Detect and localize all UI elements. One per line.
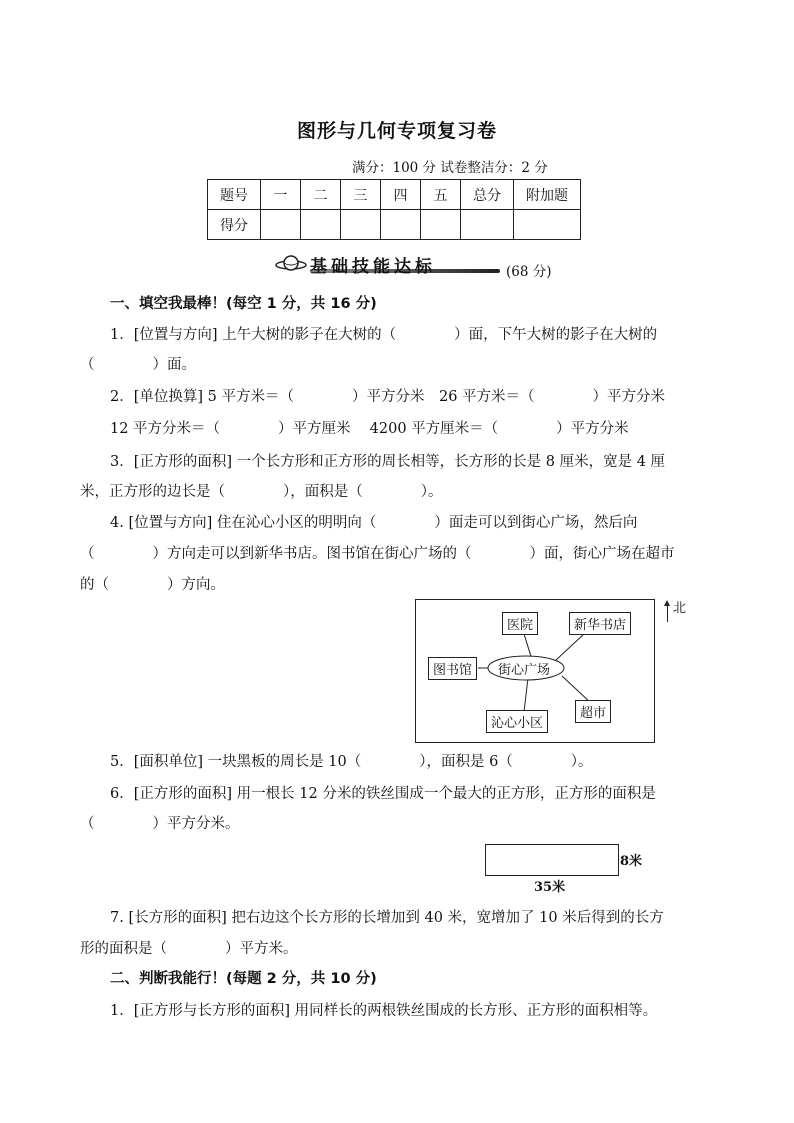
rectangle-figure	[485, 844, 619, 876]
score-table-header-row	[208, 180, 581, 210]
score-header-cell: 二	[301, 180, 341, 210]
q6-line1: 6．[正方形的面积] 用一根长 12 分米的铁丝围成一个最大的正方形，正方形的面积是	[110, 786, 656, 802]
score-header-cell: 三	[341, 180, 381, 210]
map-bookstore: 新华书店	[569, 612, 631, 635]
map-community: 沁心小区	[486, 710, 548, 733]
section-banner	[270, 252, 570, 280]
score-header-cell: 总分	[461, 180, 514, 210]
score-header-cell: 五	[421, 180, 461, 210]
score-table	[207, 179, 581, 240]
rectangle-width-label: 35米	[534, 880, 566, 895]
direction-map	[415, 599, 655, 743]
page-title: 图形与几何专项复习卷	[296, 120, 497, 142]
score-cell[interactable]	[341, 210, 381, 240]
section-1-heading: 一、填空我最棒！(每空 1 分，共 16 分)	[110, 296, 377, 312]
score-table-score-row	[208, 210, 581, 240]
section-2-heading: 二、判断我能行！(每题 2 分，共 10 分)	[110, 971, 377, 987]
score-header-cell: 四	[381, 180, 421, 210]
north-label: 北	[673, 601, 687, 616]
map-hospital: 医院	[502, 612, 538, 635]
q4-line2: （ ）方向走可以到新华书店。图书馆在街心广场的（ ）面，街心广场在超市	[80, 546, 675, 562]
score-cell[interactable]	[421, 210, 461, 240]
q1-line2: （ ）面。	[80, 357, 196, 373]
score-header-cell: 一	[261, 180, 301, 210]
banner-points: (68 分)	[506, 264, 552, 280]
map-center-square: 街心广场	[498, 663, 551, 678]
rectangle-height-label: 8米	[620, 854, 643, 869]
planet-icon	[274, 253, 308, 275]
q7-line2: 形的面积是（ ）平方米。	[80, 941, 298, 957]
q1-line1: 1．[位置与方向] 上午大树的影子在大树的（ ）面，下午大树的影子在大树的	[110, 327, 658, 343]
q4-line3: 的（ ）方向。	[80, 577, 225, 593]
score-header-cell: 题号	[208, 180, 261, 210]
q7-line1: 7. [长方形的面积] 把右边这个长方形的长增加到 40 米，宽增加了 10 米后得到的长方	[110, 910, 664, 926]
score-cell[interactable]	[381, 210, 421, 240]
q2-line2: 12 平方分米＝（ ）平方厘米 4200 平方厘米＝（ ）平方分米	[110, 421, 629, 437]
j1-line1: 1．[正方形与长方形的面积] 用同样长的两根铁丝围成的长方形、正方形的面积相等。	[110, 1003, 658, 1019]
q3-line2: 米，正方形的边长是（ ），面积是（ ）。	[80, 484, 443, 500]
q2-line1: 2．[单位换算] 5 平方米＝（ ）平方分米 26 平方米＝（ ）平方分米	[110, 389, 666, 405]
score-cell[interactable]	[261, 210, 301, 240]
banner-title: 基础技能达标	[310, 257, 436, 277]
map-library: 图书馆	[428, 657, 477, 680]
score-row-label: 得分	[208, 210, 261, 240]
q6-line2: （ ）平方分米。	[80, 816, 240, 832]
map-supermarket: 超市	[575, 700, 611, 723]
q4-line1: 4. [位置与方向] 住在沁心小区的明明向（ ）面走可以到街心广场，然后向	[110, 515, 638, 531]
score-cell[interactable]	[514, 210, 581, 240]
q5-line1: 5．[面积单位] 一块黑板的周长是 10（ ），面积是 6（ ）。	[110, 754, 593, 770]
score-line: 满分：100 分 试卷整洁分：2 分	[352, 160, 548, 176]
score-cell[interactable]	[461, 210, 514, 240]
score-cell[interactable]	[301, 210, 341, 240]
score-header-cell: 附加题	[514, 180, 581, 210]
q3-line1: 3．[正方形的面积] 一个长方形和正方形的周长相等，长方形的长是 8 厘米，宽是 4 厘	[110, 454, 666, 470]
north-arrow-icon	[667, 602, 668, 622]
